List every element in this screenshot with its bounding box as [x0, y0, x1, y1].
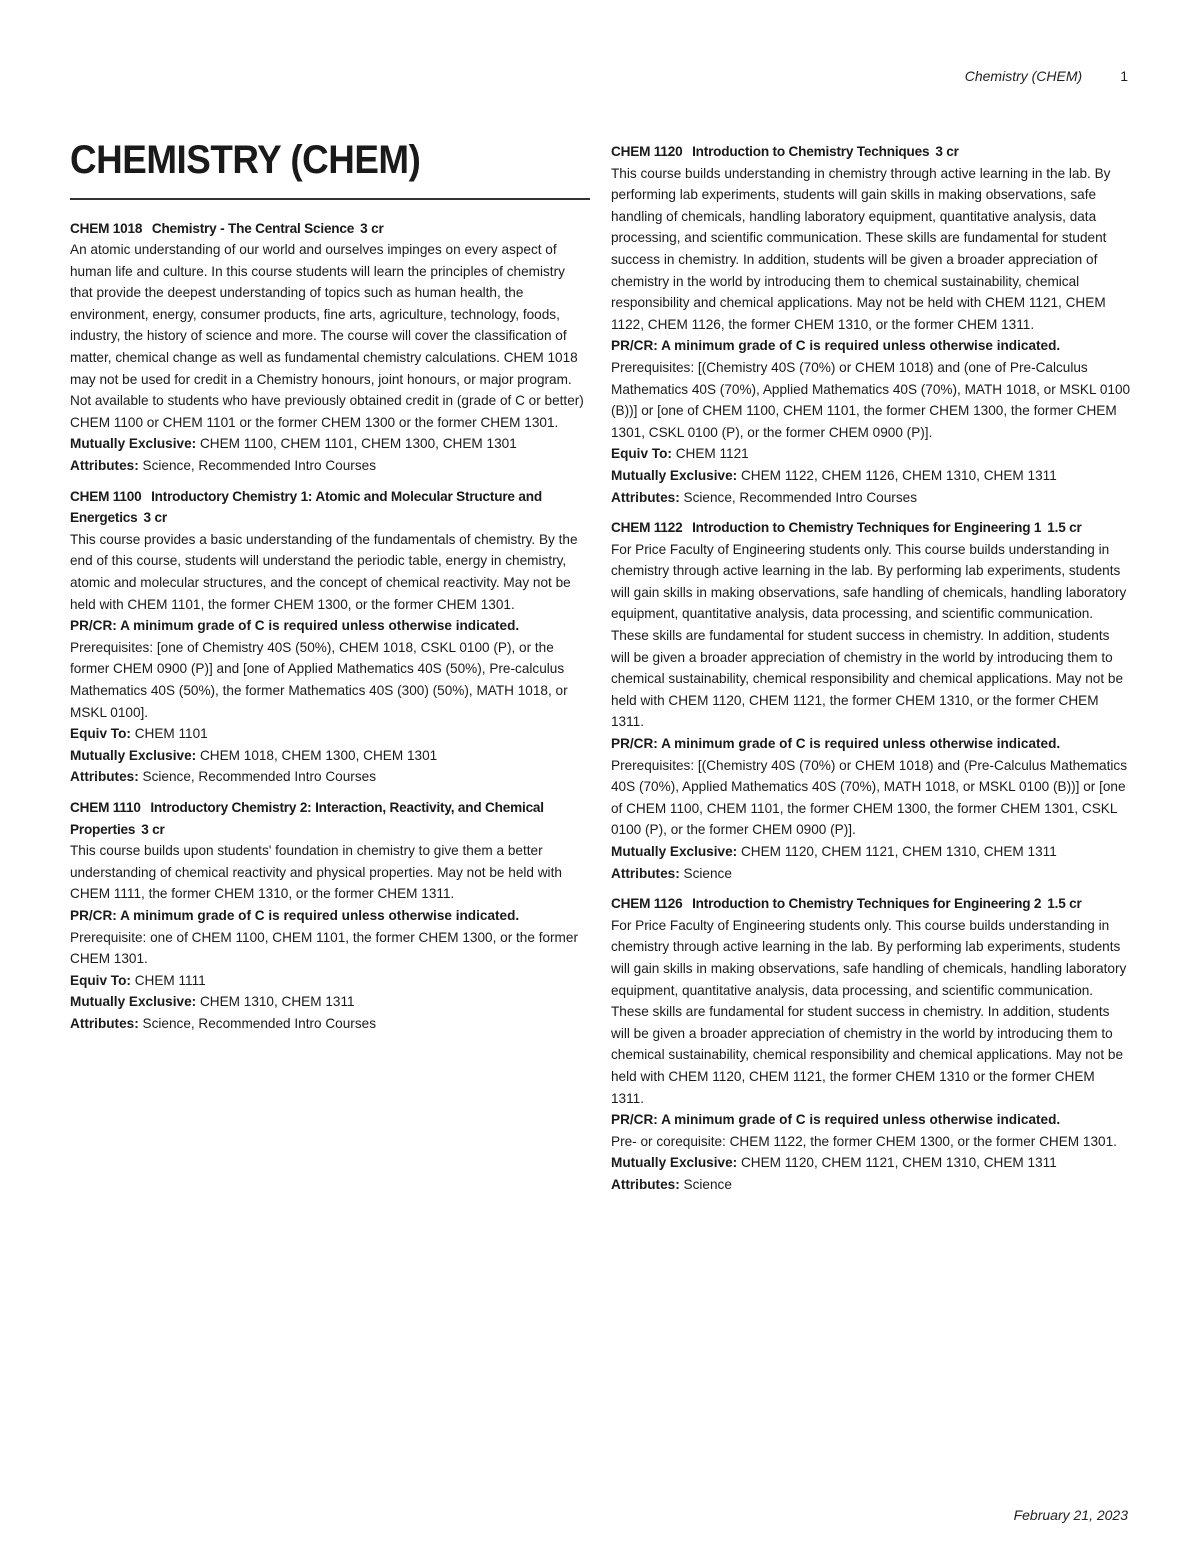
left-column: [70, 140, 590, 1043]
course-title: Introductory Chemistry 1: Atomic and Molecular Structure and Energetics: [70, 488, 542, 526]
course-entry: [70, 218, 590, 477]
equiv-value: CHEM 1111: [134, 972, 206, 988]
course-description: This course provides a basic understanding of the fundamentals of chemistry. By the end of this course, students will understand the periodic table, energy in chemistry, atomic and molecular structures, and the concept of chemical reactivity. May not be held with CHEM 1101, the former CHEM 1300, or the former CHEM 1301.: [70, 531, 578, 612]
course-code: CHEM 1110: [70, 799, 141, 815]
course-heading: [611, 893, 1131, 915]
attributes-line: [70, 1013, 590, 1035]
course-heading: [611, 517, 1131, 539]
attributes-value: Science, Recommended Intro Courses: [683, 489, 917, 505]
running-title: Chemistry (CHEM): [964, 68, 1083, 84]
course-description: This course builds upon students' foundation in chemistry to give them a better understanding of chemical reactivity and physical properties. May not be held with CHEM 1111, the former CHEM 1310, or the former CHEM 1311.: [70, 843, 562, 902]
course-credits: 1.5 cr: [1047, 520, 1082, 536]
course-entry: [70, 797, 590, 1035]
prerequisites: Prerequisites: [one of Chemistry 40S (50%), CHEM 1018, CSKL 0100 (P), or the former CHEM 0900 (P)] and [one of Applied Mathematics 40S (50%), Pre-calculus Mathematics 40S (50%), the former Mathematics 40S (300) (50%), MATH 1018, or MSKL 0100].: [70, 639, 568, 720]
attributes-value: Science, Recommended Intro Courses: [142, 1015, 376, 1031]
mutually-exclusive-label: Mutually Exclusive:: [70, 994, 197, 1010]
attributes-line: [611, 487, 1131, 509]
mutually-exclusive-value: CHEM 1100, CHEM 1101, CHEM 1300, CHEM 1301: [199, 436, 517, 452]
course-entry: [611, 141, 1131, 508]
attributes-label: Attributes:: [70, 458, 139, 474]
mutually-exclusive-label: Mutually Exclusive:: [611, 1155, 738, 1171]
prerequisites: Prerequisites: [(Chemistry 40S (70%) or CHEM 1018) and (one of Pre-Calculus Mathematics 40S (70%), Applied Mathematics 40S (70%), MATH 1018, or MSKL 0100 (B))] or [one of CHEM 1100, CHEM 1101, the former CHEM 1300, the former CHEM 1301, CSKL 0100 (P), or the former CHEM 0900 (P)].: [611, 359, 1131, 440]
course-title: Chemistry - The Central Science: [151, 220, 355, 236]
attributes-value: Science: [683, 1176, 732, 1192]
course-heading: [70, 486, 590, 529]
mutually-exclusive-value: CHEM 1122, CHEM 1126, CHEM 1310, CHEM 1311: [740, 467, 1057, 483]
equiv-line: [70, 723, 590, 745]
attributes-value: Science, Recommended Intro Courses: [142, 458, 376, 474]
mutually-exclusive-line: [70, 745, 590, 767]
course-credits: 1.5 cr: [1047, 896, 1082, 912]
course-heading: [611, 141, 1131, 163]
course-credits: 3 cr: [360, 220, 384, 236]
mutually-exclusive-value: CHEM 1310, CHEM 1311: [199, 994, 355, 1010]
course-code: CHEM 1120: [611, 144, 683, 159]
attributes-label: Attributes:: [70, 1015, 139, 1031]
course-heading: [70, 797, 590, 840]
course-credits: 3 cr: [143, 510, 167, 526]
equiv-value: CHEM 1121: [675, 446, 749, 462]
right-column: [611, 141, 1131, 1205]
course-title: Introduction to Chemistry Techniques for Engineering 1: [692, 520, 1042, 536]
course-credits: 3 cr: [935, 144, 959, 159]
course-title: Introductory Chemistry 2: Interaction, Reactivity, and Chemical Properties: [70, 799, 544, 837]
attributes-line: [611, 863, 1131, 885]
mutually-exclusive-value: CHEM 1018, CHEM 1300, CHEM 1301: [199, 747, 438, 763]
mutually-exclusive-label: Mutually Exclusive:: [611, 467, 738, 483]
prerequisites: Prerequisite: one of CHEM 1100, CHEM 1101, the former CHEM 1300, or the former CHEM 1301.: [70, 929, 578, 967]
prcr-note: PR/CR: A minimum grade of C is required unless otherwise indicated.: [70, 907, 520, 923]
equiv-label: Equiv To:: [70, 972, 131, 988]
page-title: CHEMISTRY (CHEM): [70, 138, 421, 182]
mutually-exclusive-label: Mutually Exclusive:: [611, 844, 738, 859]
course-description: An atomic understanding of our world and ourselves impinges on every aspect of human life and culture. In this course students will learn the principles of chemistry that provide the deepest understanding of topics such as human health, the environment, energy, consumer products, fine arts, agriculture, technology, foods, industry, the history of science and more. The course will cover the classification of matter, chemical change as well as fundamental chemistry calculations. CHEM 1018 may not be used for credit in a Chemistry honours, joint honours, or major program. Not available to students who have previously obtained credit in (grade of C or better) CHEM 1100 or CHEM 1101 or the former CHEM 1300 or the former CHEM 1301.: [70, 242, 584, 430]
mutually-exclusive-line: [611, 841, 1131, 863]
attributes-line: [611, 1174, 1131, 1196]
course-title: Introduction to Chemistry Techniques for Engineering 2: [692, 896, 1042, 912]
page-number: 1: [1120, 68, 1128, 84]
mutually-exclusive-line: [611, 465, 1131, 487]
equiv-label: Equiv To:: [70, 726, 131, 742]
attributes-label: Attributes:: [70, 769, 139, 785]
course-entry: [70, 486, 590, 788]
mutually-exclusive-value: CHEM 1120, CHEM 1121, CHEM 1310, CHEM 1311: [740, 1155, 1057, 1171]
running-header: [965, 68, 1128, 84]
attributes-label: Attributes:: [611, 1176, 680, 1192]
mutually-exclusive-label: Mutually Exclusive:: [70, 747, 197, 763]
course-description: This course builds understanding in chemistry through active learning in the lab. By performing lab experiments, students will gain skills in making observations, safe handling of chemicals, handling laboratory equipment, quantitative analysis, data processing, and scientific communication. These skills are fundamental for student success in chemistry. In addition, students will be given a broader appreciation of chemistry in the world by introducing them to chemical sustainability, chemical responsibility and chemical applications. May not be held with CHEM 1121, CHEM 1122, CHEM 1126, the former CHEM 1310, or the former CHEM 1311.: [611, 165, 1111, 332]
course-description: For Price Faculty of Engineering students only. This course builds understanding in chemistry through active learning in the lab. By performing lab experiments, students will gain skills in making observations, safe handling of chemicals, handling laboratory equipment, quantitative analysis, data processing, and scientific communication. These skills are fundamental for student success in chemistry. In addition, students will be given a broader appreciation of chemistry in the world by introducing them to chemical sustainability, chemical responsibility and chemical applications. May not be held with CHEM 1120, CHEM 1121, the former CHEM 1310 or the former CHEM 1311.: [611, 917, 1127, 1106]
course-code: CHEM 1100: [70, 488, 142, 504]
course-code: CHEM 1122: [611, 520, 683, 536]
mutually-exclusive-label: Mutually Exclusive:: [70, 436, 197, 452]
attributes-line: [70, 766, 590, 788]
prcr-note: PR/CR: A minimum grade of C is required unless otherwise indicated.: [611, 736, 1061, 752]
prcr-note: PR/CR: A minimum grade of C is required unless otherwise indicated.: [611, 1112, 1061, 1128]
footer-date: February 21, 2023: [1013, 1507, 1128, 1523]
course-entry: [611, 517, 1131, 884]
equiv-line: [611, 443, 1131, 465]
mutually-exclusive-line: [611, 1152, 1131, 1174]
prcr-note: PR/CR: A minimum grade of C is required unless otherwise indicated.: [70, 618, 520, 634]
attributes-value: Science, Recommended Intro Courses: [142, 769, 376, 785]
equiv-line: [70, 970, 590, 992]
prerequisites: Pre- or corequisite: CHEM 1122, the former CHEM 1300, or the former CHEM 1301.: [611, 1133, 1117, 1149]
equiv-value: CHEM 1101: [134, 726, 208, 742]
prcr-note: PR/CR: A minimum grade of C is required unless otherwise indicated.: [611, 338, 1061, 354]
mutually-exclusive-line: [70, 991, 590, 1013]
course-code: CHEM 1018: [70, 220, 143, 236]
prerequisites: Prerequisites: [(Chemistry 40S (70%) or CHEM 1018) and (Pre-Calculus Mathematics 40S (70%), Applied Mathematics 40S (70%), MATH 1018, or MSKL 0100 (B))] or [one of CHEM 1100, CHEM 1101, the former CHEM 1300, the former CHEM 1301, CSKL 0100 (P), or the former CHEM 0900 (P)].: [611, 757, 1127, 838]
course-entry: [611, 893, 1131, 1195]
mutually-exclusive-value: CHEM 1120, CHEM 1121, CHEM 1310, CHEM 1311: [740, 844, 1057, 859]
course-description: For Price Faculty of Engineering students only. This course builds understanding in chemistry through active learning in the lab. By performing lab experiments, students will gain skills in making observations, safe handling of chemicals, handling laboratory equipment, quantitative analysis, data processing, and scientific communication. These skills are fundamental for student success in chemistry. In addition, students will be given a broader appreciation of chemistry in the world by introducing them to chemical sustainability, chemical responsibility and chemical applications. May not be held with CHEM 1120, CHEM 1121, the former CHEM 1310, or the former CHEM 1311.: [611, 541, 1127, 730]
course-code: CHEM 1126: [611, 896, 683, 912]
course-credits: 3 cr: [141, 821, 165, 837]
course-title: Introduction to Chemistry Techniques: [692, 144, 930, 159]
attributes-value: Science: [683, 865, 732, 881]
attributes-label: Attributes:: [611, 489, 680, 505]
attributes-line: [70, 455, 590, 477]
mutually-exclusive-line: [70, 433, 590, 455]
course-heading: [70, 218, 590, 240]
title-rule: [70, 198, 590, 200]
attributes-label: Attributes:: [611, 865, 680, 881]
equiv-label: Equiv To:: [611, 446, 672, 462]
